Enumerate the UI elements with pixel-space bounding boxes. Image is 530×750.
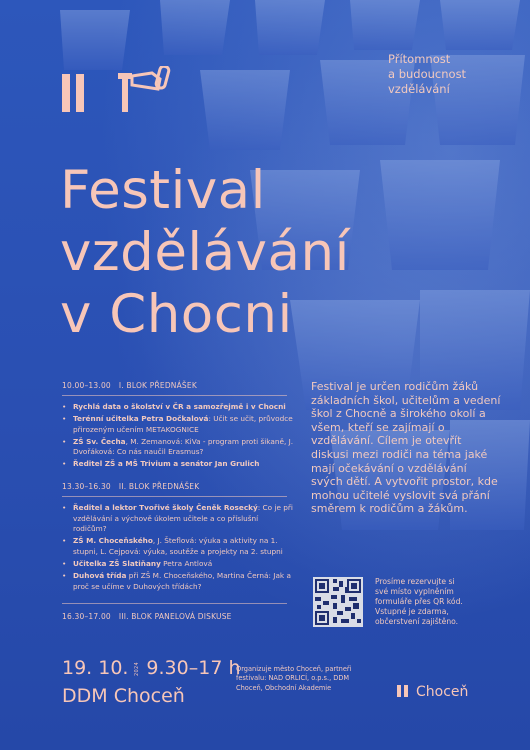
list-item: • Ředitel ZŠ a MŠ Trivium a senátor Jan Grulich [62,459,294,470]
list-item: • Duhová třída při ZŠ M. Choceňského, Martina Černá: Jak a proč se učíme v Duhových třídách? [62,571,294,592]
event-venue: DDM Choceň [62,685,185,707]
divider [62,395,287,396]
list-item: • Rychlá data o školství v ČR a samozřejmě i v Chocni [62,402,294,413]
block-2-heading: 13.30–16.30 II. BLOK PŘEDNÁŠEK [62,482,200,491]
block-1-list [62,402,294,472]
town-logo: Choceň [397,684,468,700]
list-item: • Učitelka ZŠ Slatiňany Petra Antlová [62,559,294,570]
list-item: • Terénní učitelka Petra Dočkalová: Učit se učit, průvodce přirozeným učením METAKOGNICE [62,414,294,435]
festival-description: Festival je určen rodičům žáků základních škol, učitelům a vedení škol z Chocně a širokého okolí a všem, kteří se zajímají o vzdělávání. Cílem je otevřít diskusi mezi rodiči na téma jaké mají očekávání o vzdělávání svých dětí. A vytvořit prostor, kde mohou učitelé vyslovit svá přání směrem k rodičům a žákům. [311,380,501,516]
qr-code-icon[interactable] [313,577,363,627]
event-date: 19. 10. 2024 9.30–17 h [62,657,241,679]
block-3-heading: 16.30–17.00 III. BLOK PANELOVÁ DISKUSE [62,612,232,621]
tagline: Přítomnost a budoucnost vzdělávání [388,52,467,96]
divider [62,603,287,604]
list-item: • ZŠ M. Choceňského, J. Šteflová: výuka a aktivity na 1. stupni, L. Cejpová: výuka, soutěže a projekty na 2. stupni [62,536,294,557]
list-item: • ZŠ Sv. Čecha, M. Zemanová: KiVa - program proti šikaně, J. Dvořáková: Co nás naučil Erasmus? [62,437,294,458]
event-year: 2024 [134,661,141,676]
festival-logo-icon [62,66,172,116]
page-title: Festival vzdělávání v Chocni [60,160,350,345]
divider [62,496,287,497]
reservation-note: Prosíme rezervujte si své místo vyplněním formuláře přes QR kód. Vstupné je zdarma, občerstvení zajištěno. [375,577,463,626]
town-logo-icon [397,685,408,697]
block-2-list [62,503,294,594]
block-1-heading: 10.00–13.00 I. BLOK PŘEDNÁŠEK [62,381,197,390]
organizer-note: Organizuje město Choceň, partneři festivalu: NAD ORLICÍ, o.p.s., DDM Choceň, Obchodní Akademie [236,665,352,692]
list-item: • Ředitel a lektor Tvořivé školy Čeněk Rosecký: Co je při vzdělávání a výchově úkolem učitele a co příslušní rodičům? [62,503,294,535]
